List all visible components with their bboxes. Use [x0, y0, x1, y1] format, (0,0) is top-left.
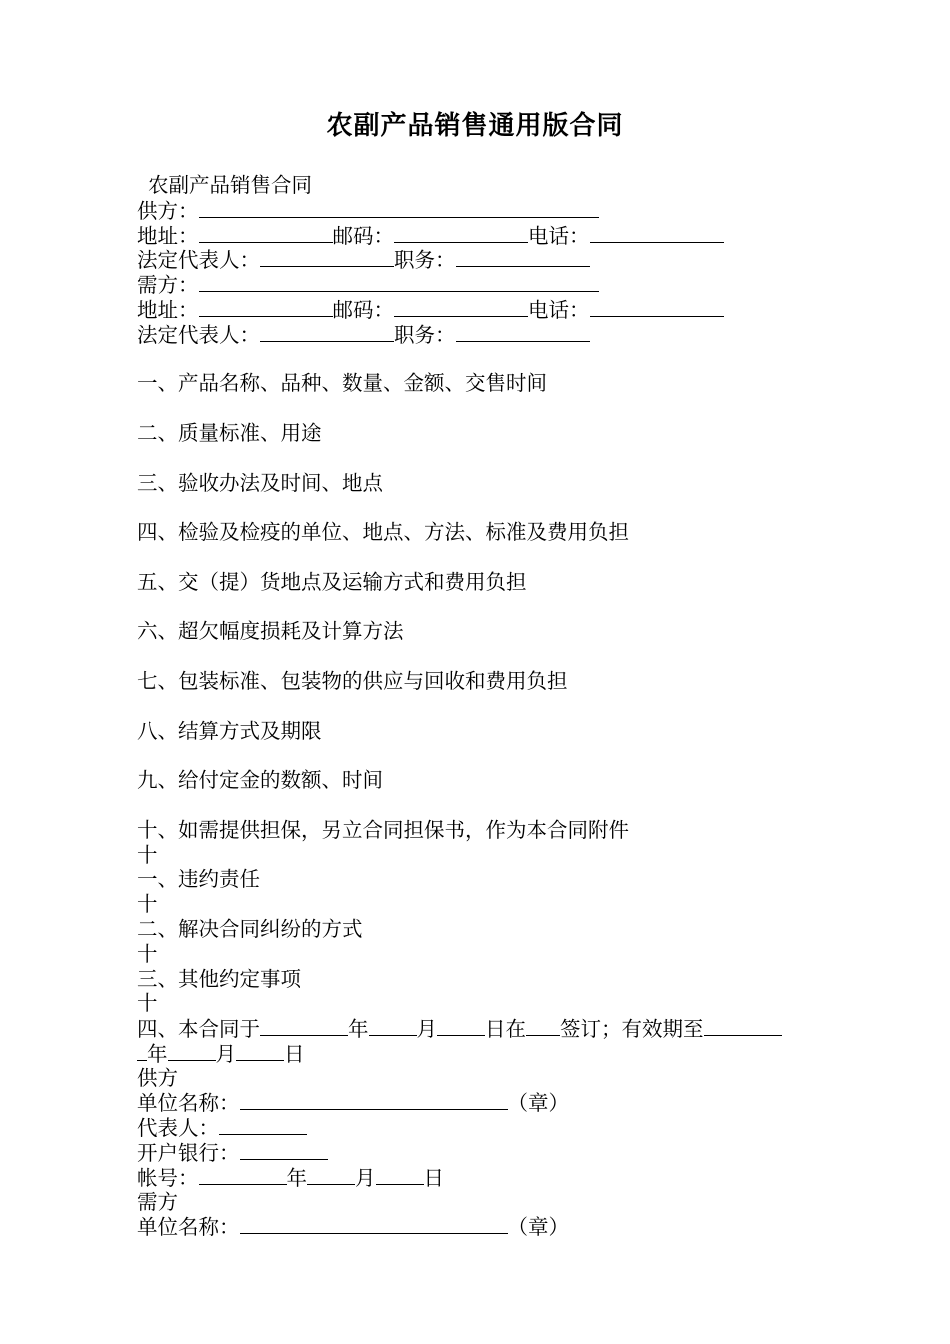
supplier-account-line	[137, 1165, 837, 1190]
seal-label: （章）	[507, 1215, 569, 1240]
supplier-label: 供方：	[137, 198, 199, 223]
clause-11: 一、违约责任	[137, 867, 260, 892]
legal-rep-label: 法定代表人：	[137, 322, 260, 347]
document-title: 农副产品销售通用版合同	[326, 111, 624, 141]
valid-until-blank	[704, 1016, 782, 1036]
valid-day-blank	[236, 1041, 284, 1061]
buyer-unit-name-line	[137, 1214, 837, 1239]
postcode-blank	[394, 223, 528, 243]
account-year-blank	[199, 1165, 287, 1185]
legal-rep-label: 法定代表人：	[137, 248, 260, 273]
account-day-blank	[376, 1165, 424, 1185]
supplier-blank	[199, 198, 599, 218]
sign-year-blank	[260, 1016, 348, 1036]
clause-2: 二、质量标准、用途	[137, 420, 322, 445]
position-label: 职务：	[394, 322, 456, 347]
phone-blank	[590, 223, 724, 243]
bank-blank	[240, 1140, 328, 1160]
buyer-address-line	[137, 297, 837, 322]
address-label: 地址：	[137, 223, 199, 248]
clause-ten-prefix: 十	[137, 941, 158, 966]
postcode-blank	[394, 297, 528, 317]
position-blank	[456, 247, 590, 267]
supplier-legal-rep-line	[137, 247, 837, 272]
year-label: 年	[286, 1165, 307, 1190]
year-label: 年	[147, 1041, 168, 1066]
postcode-label: 邮码：	[332, 223, 394, 248]
sign-place-blank	[526, 1016, 560, 1036]
representative-label: 代表人：	[137, 1116, 219, 1141]
valid-year-blank	[137, 1041, 147, 1061]
clause-8: 八、结算方式及期限	[137, 718, 322, 743]
clause-4: 四、检验及检疫的单位、地点、方法、标准及费用负担	[137, 520, 629, 545]
month-label: 月	[355, 1165, 376, 1190]
address-blank	[199, 297, 333, 317]
unit-name-blank	[240, 1090, 508, 1110]
seal-label: （章）	[507, 1091, 569, 1116]
day-label: 日	[284, 1041, 305, 1066]
phone-label: 电话：	[528, 223, 590, 248]
address-label: 地址：	[137, 297, 199, 322]
clause-ten-prefix: 十	[137, 842, 158, 867]
clause-9: 九、给付定金的数额、时间	[137, 768, 383, 793]
clause-14-line-1	[137, 1016, 837, 1041]
sign-month-blank	[369, 1016, 417, 1036]
unit-name-blank	[240, 1214, 508, 1234]
sign-prefix: 四、本合同于	[137, 1017, 260, 1042]
clause-3: 三、验收办法及时间、地点	[137, 470, 383, 495]
clause-14-line-2	[137, 1041, 837, 1066]
supplier-bank-line	[137, 1140, 837, 1165]
bank-label: 开户银行：	[137, 1141, 240, 1166]
contract-subtitle: 农副产品销售合同	[148, 173, 312, 197]
clause-6: 六、超欠幅度损耗及计算方法	[137, 619, 404, 644]
clause-7: 七、包装标准、包装物的供应与回收和费用负担	[137, 668, 568, 693]
signed-valid-label: 签订；有效期至	[560, 1017, 704, 1042]
legal-rep-blank	[260, 322, 394, 342]
position-blank	[456, 322, 590, 342]
day-at-label: 日在	[485, 1017, 526, 1042]
clause-13: 三、其他约定事项	[137, 966, 301, 991]
year-label: 年	[348, 1017, 369, 1042]
unit-name-label: 单位名称：	[137, 1091, 240, 1116]
supplier-representative-line	[137, 1115, 837, 1140]
buyer-signature-heading: 需方	[137, 1189, 178, 1214]
month-label: 月	[416, 1017, 437, 1042]
month-label: 月	[215, 1041, 236, 1066]
representative-blank	[219, 1115, 307, 1135]
clause-ten-prefix: 十	[137, 892, 158, 917]
clause-1: 一、产品名称、品种、数量、金额、交售时间	[137, 371, 547, 396]
clause-5: 五、交（提）货地点及运输方式和费用负担	[137, 569, 527, 594]
address-blank	[199, 223, 333, 243]
sign-day-blank	[437, 1016, 485, 1036]
buyer-label: 需方：	[137, 273, 199, 298]
phone-blank	[590, 297, 724, 317]
valid-month-blank	[168, 1041, 216, 1061]
supplier-unit-name-line	[137, 1090, 837, 1115]
buyer-legal-rep-line	[137, 322, 837, 347]
supplier-line	[137, 198, 837, 223]
legal-rep-blank	[260, 247, 394, 267]
clause-10: 十、如需提供担保，另立合同担保书，作为本合同附件	[137, 817, 629, 842]
document-body	[137, 173, 837, 1239]
phone-label: 电话：	[528, 297, 590, 322]
account-label: 帐号：	[137, 1165, 199, 1190]
buyer-blank	[199, 272, 599, 292]
buyer-line	[137, 272, 837, 297]
day-label: 日	[423, 1165, 444, 1190]
clause-12: 二、解决合同纠纷的方式	[137, 916, 363, 941]
clause-ten-prefix: 十	[137, 991, 158, 1016]
unit-name-label: 单位名称：	[137, 1215, 240, 1240]
supplier-signature-heading: 供方	[137, 1065, 178, 1090]
supplier-address-line	[137, 223, 837, 248]
postcode-label: 邮码：	[332, 297, 394, 322]
position-label: 职务：	[394, 248, 456, 273]
account-month-blank	[307, 1165, 355, 1185]
